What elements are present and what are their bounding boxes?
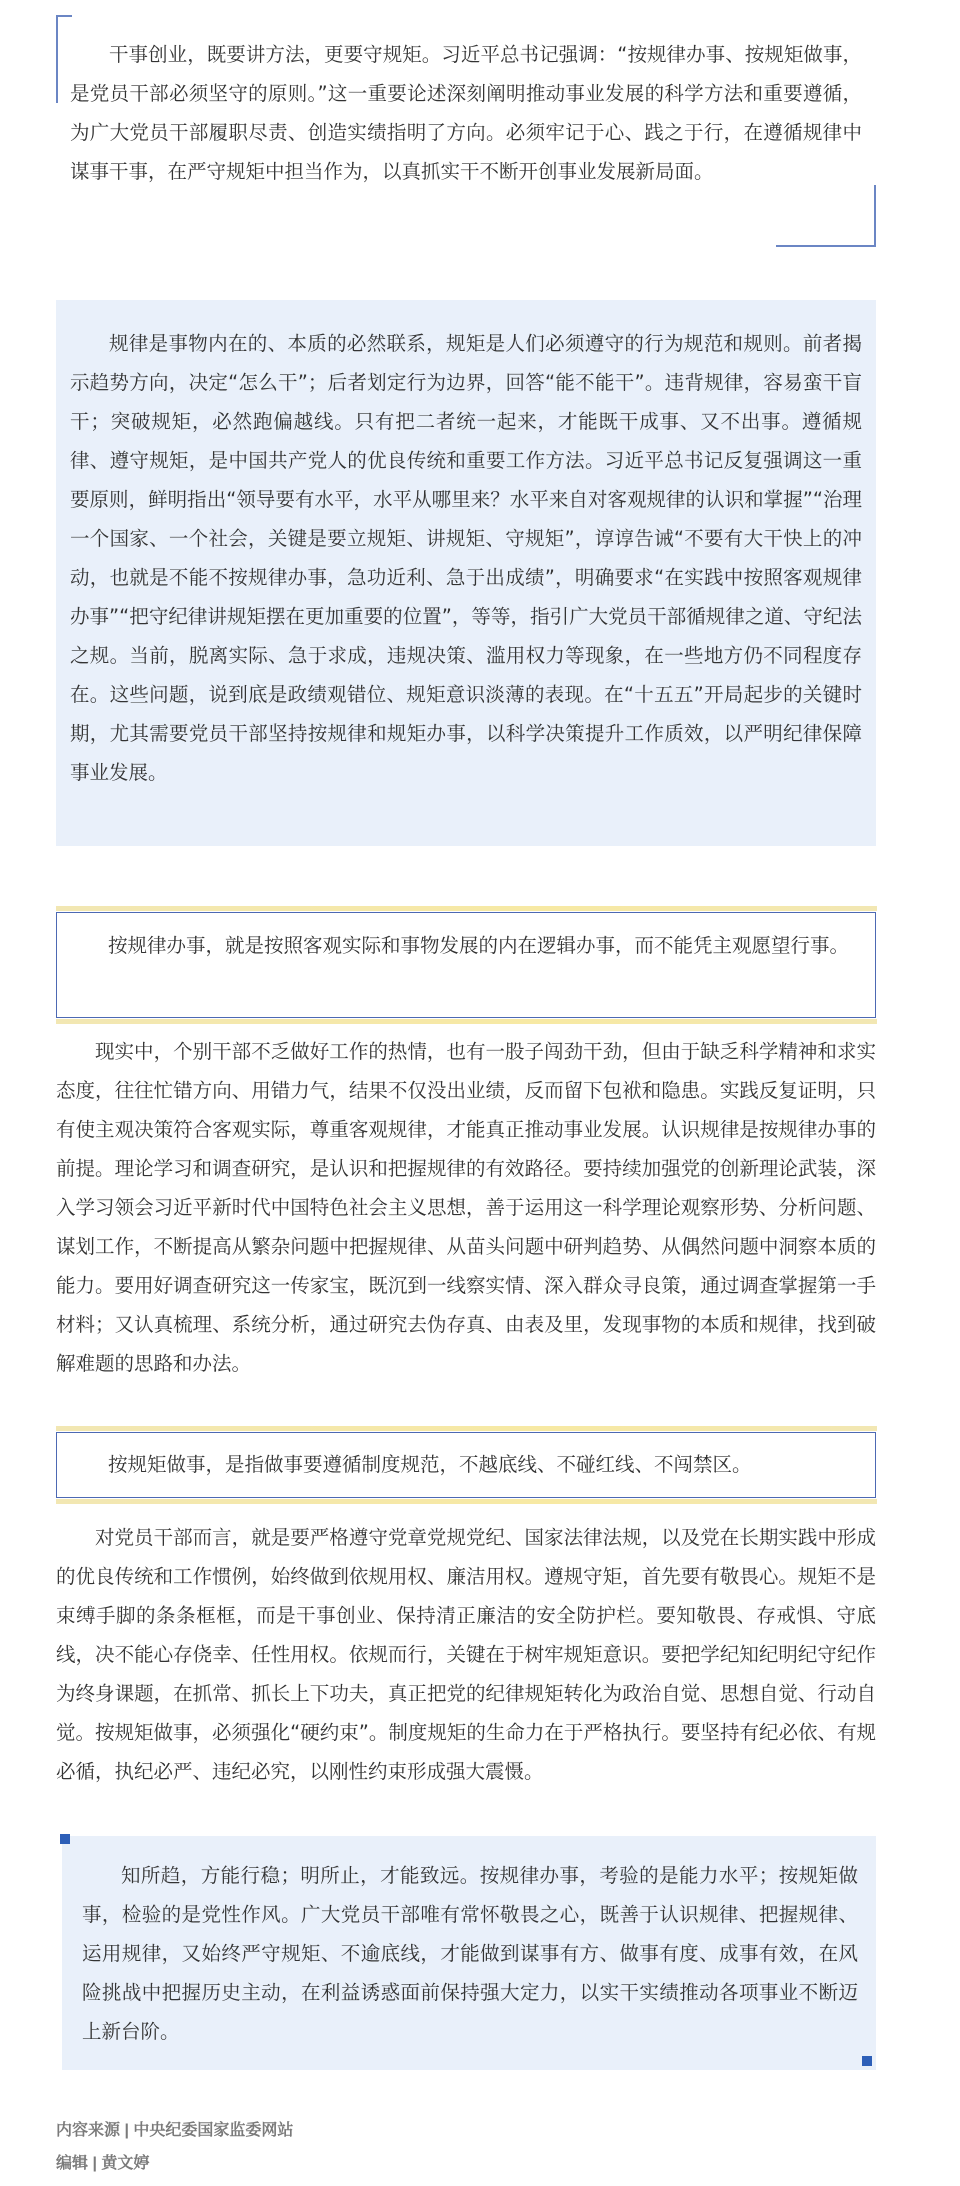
laws-and-rules-box [56,300,876,846]
highlight-box-rules [56,1432,876,1498]
intro-block [56,15,876,247]
editor-credit: 编辑 | 黄文婷 [56,2155,150,2172]
highlight-bottom-bar [56,1499,877,1504]
highlight-bottom-bar [56,1019,877,1024]
highlight-box-laws [56,912,876,1018]
party-members-paragraph: 对党员干部而言，就是要严格遵守党章党规党纪、国家法律法规，以及党在长期实践中形成的优良传统和工作惯例，始终做到依规用权、廉洁用权。遵规守矩，首先要有敬畏心。规矩不是束缚手脚的条条框框，而是干事创业、保持清正廉洁的安全防护栏。要知敬畏、存戒惧、守底线，决不能心存侥幸、任性用权。依规而行，关键在于树牢规矩意识。要把学纪知纪明纪守纪作为终身课题，在抓常、抓长上下功夫，真正把党的纪律规矩转化为政治自觉、思想自觉、行动自觉。按规矩做事，必须强化“硬约束”。制度规矩的生命力在于严格执行。要坚持有纪必依、有规必循，执纪必严、违纪必究，以刚性约束形成强大震慑。 [56,1526,876,1783]
highlight-text: 按规矩做事，是指做事要遵循制度规范，不越底线、不碰红线、不闯禁区。 [108,1453,752,1476]
laws-paragraph: 规律是事物内在的、本质的必然联系，规矩是人们必须遵守的行为规范和规则。前者揭示趋势方向，决定“怎么干”；后者划定行为边界，回答“能不能干”。违背规律，容易蛮干盲干；突破规矩，必然跑偏越线。只有把二者统一起来，才能既干成事、又不出事。遵循规律、遵守规矩，是中国共产党人的优良传统和重要工作方法。习近平总书记反复强调这一重要原则，鲜明指出“领导要有水平，水平从哪里来？水平来自对客观规律的认识和掌握”“治理一个国家、一个社会，关键是要立规矩、讲规矩、守规矩”，谆谆告诫“不要有大干快上的冲动，也就是不能不按规律办事，急功近利、急于出成绩”，明确要求“在实践中按照客观规律办事”“把守纪律讲规矩摆在更加重要的位置”，等等，指引广大党员干部循规律之道、守纪法之规。当前，脱离实际、急于求成，违规决策、滥用权力等现象，在一些地方仍不同程度存在。这些问题，说到底是政绩观错位、规矩意识淡薄的表现。在“十五五”开局起步的关键时期，尤其需要党员干部坚持按规律和规矩办事，以科学决策提升工作质效，以严明纪律保障事业发展。 [70,332,862,784]
reality-paragraph: 现实中，个别干部不乏做好工作的热情，也有一股子闯劲干劲，但由于缺乏科学精神和求实态度，往往忙错方向、用错力气，结果不仅没出业绩，反而留下包袱和隐患。实践反复证明，只有使主观决策符合客观实际，尊重客观规律，才能真正推动事业发展。认识规律是按规律办事的前提。理论学习和调查研究，是认识和把握规律的有效路径。要持续加强党的创新理论武装，深入学习领会习近平新时代中国特色社会主义思想，善于运用这一科学理论观察形势、分析问题、谋划工作，不断提高从繁杂问题中把握规律、从苗头问题中研判趋势、从偶然问题中洞察本质的能力。要用好调查研究这一传家宝，既沉到一线察实情、深入群众寻良策，通过调查掌握第一手材料；又认真梳理、系统分析，通过研究去伪存真、由表及里，发现事物的本质和规律，找到破解难题的思路和办法。 [56,1040,876,1375]
highlight-text: 按规律办事，就是按照客观实际和事物发展的内在逻辑办事，而不能凭主观愿望行事。 [108,934,850,957]
corner-line-left-top [56,15,72,17]
highlight-top-bar [56,1426,877,1431]
corner-square-bottom-right [862,2056,872,2066]
footer [56,2114,293,2180]
corner-line-right [874,185,876,247]
corner-square-top-left [60,1834,70,1844]
intro-paragraph: 干事创业，既要讲方法，更要守规矩。习近平总书记强调：“按规律办事、按规矩做事，是党员干部必须坚守的原则。”这一重要论述深刻阐明推动事业发展的科学方法和重要遵循，为广大党员干部履职尽责、创造实绩指明了方向。必须牢记于心、践之于行，在遵循规律中谋事干事，在严守规矩中担当作为，以真抓实干不断开创事业发展新局面。 [70,43,862,183]
highlight-top-bar [56,906,877,911]
content-source: 内容来源 | 中央纪委国家监委网站 [56,2122,294,2139]
corner-line-left [56,15,58,103]
closing-box [56,1830,876,2070]
closing-paragraph: 知所趋，方能行稳；明所止，才能致远。按规律办事，考验的是能力水平；按规矩做事，检验的是党性作风。广大党员干部唯有常怀敬畏之心，既善于认识规律、把握规律、运用规律，又始终严守规矩、不逾底线，才能做到谋事有方、做事有度、成事有效，在风险挑战中把握历史主动，在利益诱惑面前保持强大定力，以实干实绩推动各项事业不断迈上新台阶。 [82,1864,858,2043]
corner-line-right-bottom [776,245,876,247]
